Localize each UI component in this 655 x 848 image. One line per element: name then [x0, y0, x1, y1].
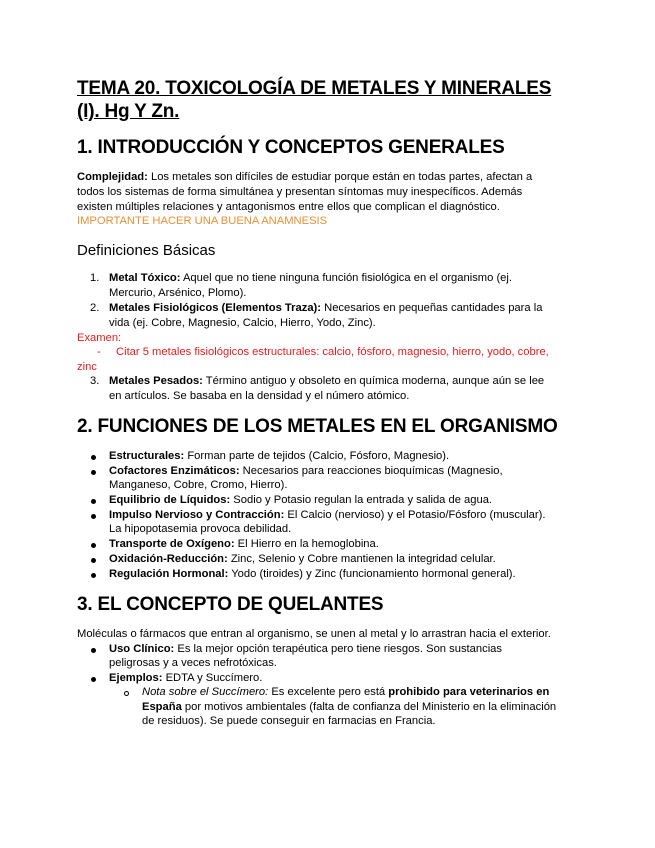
list-number: 2.	[90, 302, 100, 314]
nota-bold: prohibido para veterinarios en	[388, 686, 550, 698]
section1-heading: 1. INTRODUCCIÓN Y CONCEPTOS GENERALES	[77, 137, 505, 158]
uso-clinico-line2: peligrosas y a veces nefrotóxicas.	[109, 657, 277, 669]
hollow-bullet-icon	[124, 691, 129, 696]
nota-text: Es excelente pero está	[268, 686, 389, 698]
function-item	[109, 493, 492, 508]
exam-label: Examen:	[77, 332, 122, 344]
bullet-icon	[91, 677, 96, 682]
ejemplos-text: EDTA y Succímero.	[162, 672, 263, 684]
bullet-icon	[91, 558, 96, 563]
function-item	[109, 449, 449, 464]
function-label: Oxidación-Reducción:	[109, 553, 228, 565]
definition-label: Metales Pesados:	[109, 375, 203, 387]
exam-text-line2: zinc	[77, 361, 97, 373]
function-label: Transporte de Oxígeno:	[109, 538, 235, 550]
definition-item-line2: vida (ej. Cobre, Magnesio, Calcio, Hierro, Yodo, Zinc).	[109, 317, 376, 329]
important-note: IMPORTANTE HACER UNA BUENA ANAMNESIS	[77, 215, 328, 227]
function-text: Zinc, Selenio y Cobre mantienen la integridad celular.	[227, 553, 496, 565]
ejemplos-item	[109, 671, 262, 686]
function-item	[109, 508, 545, 523]
function-item	[109, 567, 516, 582]
section3-heading: 3. EL CONCEPTO DE QUELANTES	[77, 594, 384, 615]
nota-item	[142, 685, 549, 700]
definition-label: Metales Fisiológicos (Elementos Traza):	[109, 302, 321, 314]
definition-label: Metal Tóxico:	[109, 272, 181, 284]
bullet-icon	[91, 648, 96, 653]
bullet-icon	[91, 499, 96, 504]
definition-item	[109, 271, 512, 286]
nota-label: Nota sobre el Succímero:	[142, 686, 269, 698]
function-text: Yodo (tiroides) y Zinc (funcionamiento hormonal general).	[228, 568, 516, 580]
list-number: 3.	[90, 375, 100, 387]
definition-text: Término antiguo y obsoleto en química moderna, aunque aún se lee	[202, 375, 545, 387]
definition-text: Aquel que no tiene ninguna función fisiológica en el organismo (ej.	[180, 272, 512, 284]
bullet-icon	[91, 455, 96, 460]
function-text: Sodio y Potasio regulan la entrada y salida de agua.	[230, 494, 493, 506]
list-number: 1.	[90, 272, 100, 284]
definition-item-line2: Mercurio, Arsénico, Plomo).	[109, 287, 247, 299]
function-label: Impulso Nervioso y Contracción:	[109, 509, 285, 521]
function-text: El Hierro en la hemoglobina.	[234, 538, 379, 550]
uso-clinico-item	[109, 642, 502, 657]
definition-text: Necesarios en pequeñas cantidades para la	[321, 302, 543, 314]
ejemplos-label: Ejemplos:	[109, 672, 163, 684]
section2-heading: 2. FUNCIONES DE LOS METALES EN EL ORGANISMO	[77, 416, 558, 437]
function-label: Regulación Hormonal:	[109, 568, 229, 580]
complejidad-text: Los metales son difíciles de estudiar porque están en todas partes, afectan a	[147, 171, 533, 183]
bullet-icon	[91, 470, 96, 475]
complejidad-paragraph-line3: existen múltiples relaciones y antagonismos entre ellos que complican el diagnóstico.	[77, 201, 500, 213]
definition-item-line2: en artículos. Se basaba en la densidad y el número atómico.	[109, 390, 410, 402]
function-item	[109, 464, 503, 479]
function-item-line2: Manganeso, Cobre, Cromo, Hierro).	[109, 479, 288, 491]
nota-bold-country: España	[142, 701, 182, 713]
complejidad-paragraph-line1	[77, 170, 532, 185]
function-label: Estructurales:	[109, 450, 185, 462]
function-item-line2: La hipopotasemia provoca debilidad.	[109, 523, 292, 535]
function-text: El Calcio (nervioso) y el Potasio/Fósforo (muscular).	[284, 509, 546, 521]
function-item	[109, 537, 379, 552]
definiciones-heading: Definiciones Básicas	[77, 242, 216, 259]
nota-text2: por motivos ambientales (falta de confianza del Ministerio en la eliminación	[181, 701, 557, 713]
bullet-icon	[91, 514, 96, 519]
function-text: Forman parte de tejidos (Calcio, Fósforo, Magnesio).	[184, 450, 450, 462]
uso-clinico-label: Uso Clínico:	[109, 643, 175, 655]
document-title-line2: (I). Hg Y Zn.	[77, 101, 180, 122]
function-item	[109, 552, 496, 567]
nota-item-line3: de residuos). Se puede conseguir en farmacias en Francia.	[142, 715, 436, 727]
uso-clinico-text: Es la mejor opción terapéutica pero tiene riesgos. Son sustancias	[174, 643, 502, 655]
quelantes-intro: Moléculas o fármacos que entran al organismo, se unen al metal y lo arrastran hacia el exterior.	[77, 628, 551, 640]
document-title-line1: TEMA 20. TOXICOLOGÍA DE METALES Y MINERALES	[77, 78, 552, 99]
function-label: Cofactores Enzimáticos:	[109, 465, 240, 477]
function-text: Necesarios para reacciones bioquímicas (Magnesio,	[239, 465, 503, 477]
complejidad-paragraph-line2: todos los sistemas de forma simultánea y presentan síntomas muy inespecíficos. Además	[77, 186, 523, 198]
bullet-icon	[91, 543, 96, 548]
complejidad-label: Complejidad:	[77, 171, 148, 183]
definition-item	[109, 301, 542, 316]
exam-dash: -	[97, 346, 101, 358]
nota-item-line2	[142, 700, 556, 715]
bullet-icon	[91, 573, 96, 578]
definition-item	[109, 374, 544, 389]
exam-text-line1: Citar 5 metales fisiológicos estructurales: calcio, fósforo, magnesio, hierro, yodo, cobre,	[116, 346, 549, 358]
function-label: Equilibrio de Líquidos:	[109, 494, 231, 506]
